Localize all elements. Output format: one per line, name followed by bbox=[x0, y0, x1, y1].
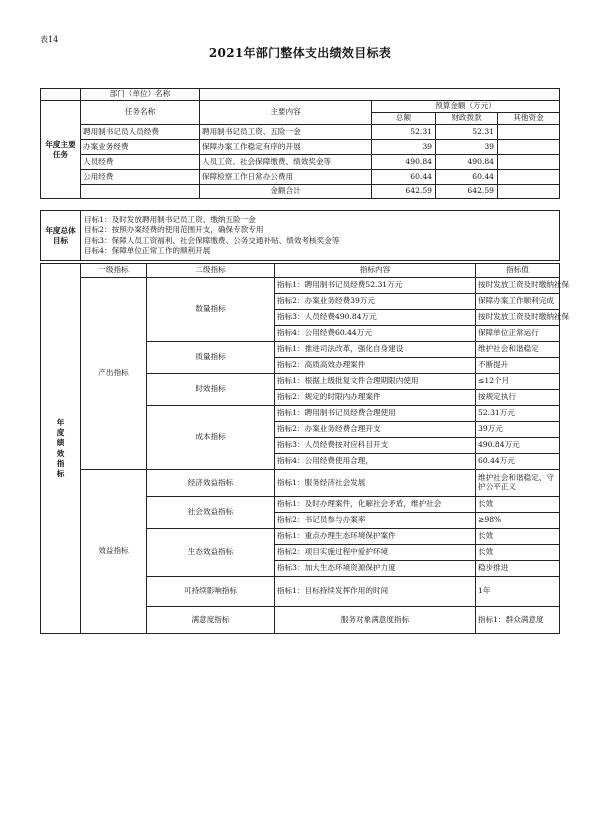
indicator-content: 指标2：项目实施过程中爱护环境 bbox=[275, 545, 476, 561]
task-fiscal: 39 bbox=[436, 140, 498, 155]
overall-goals-content bbox=[81, 211, 560, 261]
indicators-side-label bbox=[41, 264, 81, 634]
sum-label: 金额合计 bbox=[200, 185, 372, 199]
table-row bbox=[41, 470, 560, 497]
main-content-header: 主要内容 bbox=[200, 101, 372, 125]
task-content: 保障检察工作日常办公费用 bbox=[200, 170, 372, 185]
goal-line: 目标1：及时发放聘用制书记员工资、缴纳五险一金 bbox=[84, 215, 256, 225]
task-other bbox=[498, 125, 560, 140]
table-row bbox=[41, 140, 560, 155]
annual-tasks-side-label: 年度主要任务 bbox=[41, 101, 81, 199]
indicator-value: 按时发放工资及时缴纳社保 bbox=[476, 278, 560, 294]
task-total: 52.31 bbox=[372, 125, 436, 140]
timeliness-indicator-label: 时效指标 bbox=[147, 374, 275, 406]
indicator-content-header: 指标内容 bbox=[275, 264, 476, 278]
indicator-value: 保障办案工作顺利完成 bbox=[476, 294, 560, 310]
indicator-content: 指标2：办案业务经费39万元 bbox=[275, 294, 476, 310]
indicator-value: ≤12个月 bbox=[476, 374, 560, 390]
sum-row bbox=[41, 185, 560, 199]
annual-tasks-table bbox=[40, 100, 560, 199]
goal-line: 目标4：保障单位正常工作的顺利开展 bbox=[84, 245, 211, 255]
indicator-value: 60.44万元 bbox=[476, 454, 560, 470]
indicator-value: 490.84万元 bbox=[476, 438, 560, 454]
task-name: 公用经费 bbox=[81, 170, 200, 185]
indicator-value: 维护社会和谐稳定 bbox=[476, 342, 560, 358]
indicator-value: 按时发放工资及时缴纳社保 bbox=[476, 310, 560, 326]
indicator-content: 指标2：书记员参与办案率 bbox=[275, 513, 476, 529]
indicator-value: 不断提升 bbox=[476, 358, 560, 374]
goal-line: 目标3：保障人员工资福利、社会保障缴费、公务交通补贴、绩效考核奖金等 bbox=[84, 235, 340, 245]
sum-fiscal: 642.59 bbox=[436, 185, 498, 199]
indicator-content: 指标1：及时办理案件，化解社会矛盾，维护社会 bbox=[275, 497, 476, 513]
quantity-indicator-label: 数量指标 bbox=[147, 278, 275, 342]
table-row bbox=[41, 125, 560, 140]
other-header: 其他资金 bbox=[498, 113, 560, 125]
task-other bbox=[498, 170, 560, 185]
indicator-value: 按规定执行 bbox=[476, 390, 560, 406]
task-fiscal: 490.84 bbox=[436, 155, 498, 170]
task-total: 490.84 bbox=[372, 155, 436, 170]
indicator-value: 保障单位正常运行 bbox=[476, 326, 560, 342]
task-name-header: 任务名称 bbox=[81, 101, 200, 125]
indicator-content: 指标1：根据上级批复文件合理期限内使用 bbox=[275, 374, 476, 390]
task-content: 保障办案工作稳定有序的开展 bbox=[200, 140, 372, 155]
indicator-value: 稳步推进 bbox=[476, 561, 560, 577]
table-row bbox=[41, 155, 560, 170]
task-name: 办案业务经费 bbox=[81, 140, 200, 155]
department-label: 部门（单位）名称 bbox=[81, 89, 200, 101]
sustainable-indicator-label: 可持续影响指标 bbox=[147, 577, 275, 607]
indicator-content: 指标2：规定的时限内办理案件 bbox=[275, 390, 476, 406]
task-content: 人员工资、社会保障缴费、绩效奖金等 bbox=[200, 155, 372, 170]
indicator-value: 长效 bbox=[476, 545, 560, 561]
indicator-content: 指标3：人员经费490.84万元 bbox=[275, 310, 476, 326]
indicators-table bbox=[40, 263, 570, 634]
task-name: 聘用制书记员人员经费 bbox=[81, 125, 200, 140]
indicator-value: 52.31万元 bbox=[476, 406, 560, 422]
benefit-indicator-label: 效益指标 bbox=[81, 470, 147, 634]
indicator-content: 指标2：高质高效办理案件 bbox=[275, 358, 476, 374]
sum-total: 642.59 bbox=[372, 185, 436, 199]
sum-other bbox=[498, 185, 560, 199]
ecological-indicator-label: 生态效益指标 bbox=[147, 529, 275, 577]
task-other bbox=[498, 140, 560, 155]
task-other bbox=[498, 155, 560, 170]
overall-goals-table bbox=[40, 210, 560, 261]
total-header: 总额 bbox=[372, 113, 436, 125]
indicator-value: 1年 bbox=[476, 577, 560, 607]
task-total: 39 bbox=[372, 140, 436, 155]
indicator-content: 指标3：人员经费按对应科目开支 bbox=[275, 438, 476, 454]
task-fiscal: 60.44 bbox=[436, 170, 498, 185]
task-content: 聘用制书记员工资、五险一金 bbox=[200, 125, 372, 140]
level1-header: 一级指标 bbox=[81, 264, 147, 278]
cost-indicator-label: 成本指标 bbox=[147, 406, 275, 470]
goal-line: 目标2：按照办案经费的使用范围开支，确保专款专用 bbox=[84, 225, 264, 235]
economic-indicator-label: 经济效益指标 bbox=[147, 470, 275, 497]
department-cell-blank bbox=[41, 89, 81, 101]
indicator-content: 指标1：群众满意度 bbox=[476, 607, 560, 634]
overall-goals-side-label: 年度总体目标 bbox=[41, 211, 81, 261]
indicator-value: ≥98% bbox=[476, 513, 560, 529]
indicator-value: 39万元 bbox=[476, 422, 560, 438]
output-indicator-label: 产出指标 bbox=[81, 278, 147, 470]
indicator-content: 指标3：加大生态环境资源保护力度 bbox=[275, 561, 476, 577]
social-indicator-label: 社会效益指标 bbox=[147, 497, 275, 529]
indicator-value: 长效 bbox=[476, 497, 560, 513]
indicator-content: 指标1：聘用制书记员经费52.31万元 bbox=[275, 278, 476, 294]
indicator-content: 指标1：服务经济社会发展 bbox=[275, 470, 476, 497]
document-title: 2021年部门整体支出绩效目标表 bbox=[208, 46, 392, 60]
indicator-value: 维护社会和谐稳定、守护公平正义 bbox=[476, 470, 560, 497]
indicator-content: 指标1：目标持续发挥作用的时间 bbox=[275, 577, 476, 607]
table-row bbox=[41, 278, 560, 294]
indicator-content: 指标1：重点办理生态环境保护案件 bbox=[275, 529, 476, 545]
indicators-side-text: 年度绩效指标 bbox=[56, 417, 65, 478]
satisfaction-indicator-label: 满意度指标 bbox=[147, 607, 275, 634]
indicator-content: 指标4：公用经费使用合理， bbox=[275, 454, 476, 470]
task-total: 60.44 bbox=[372, 170, 436, 185]
task-name: 人员经费 bbox=[81, 155, 200, 170]
indicator-value-header: 指标值 bbox=[476, 264, 560, 278]
indicator-content: 指标1：聘用制书记员经费合理使用 bbox=[275, 406, 476, 422]
budget-header: 预算金额（万元） bbox=[372, 101, 560, 113]
department-value bbox=[200, 89, 560, 101]
indicator-content: 指标1：推进司法改革，强化自身建设 bbox=[275, 342, 476, 358]
level2-header: 二级指标 bbox=[147, 264, 275, 278]
indicator-content: 指标4：公用经费60.44万元 bbox=[275, 326, 476, 342]
table-number: 表14 bbox=[40, 35, 59, 44]
task-fiscal: 52.31 bbox=[436, 125, 498, 140]
sum-blank bbox=[81, 185, 200, 199]
indicator-value: 长效 bbox=[476, 529, 560, 545]
quality-indicator-label: 质量指标 bbox=[147, 342, 275, 374]
indicator-content: 指标2：办案业务经费合理开支 bbox=[275, 422, 476, 438]
table-row bbox=[41, 170, 560, 185]
fiscal-header: 财政拨款 bbox=[436, 113, 498, 125]
service-satisfaction-label: 服务对象满意度指标 bbox=[275, 607, 476, 634]
